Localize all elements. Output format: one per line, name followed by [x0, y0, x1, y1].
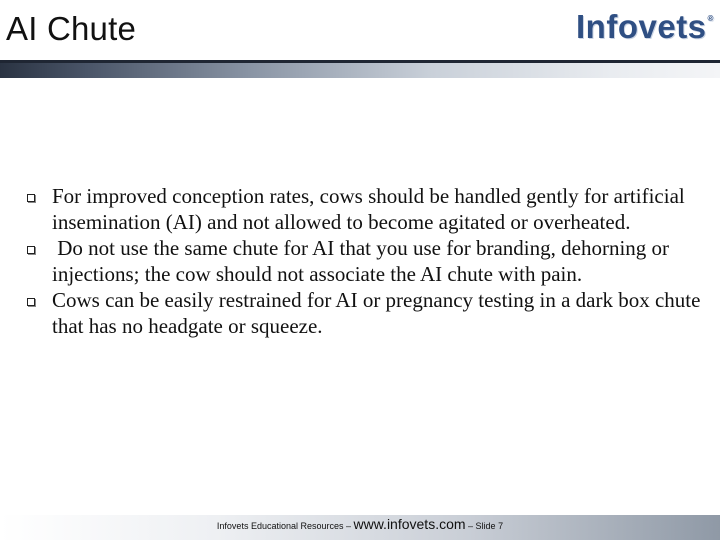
- slide-title: AI Chute: [6, 10, 137, 47]
- logo-part-1: Info: [576, 8, 639, 45]
- footer-url-link[interactable]: www.infovets.com: [353, 516, 466, 532]
- bullet-item: [0, 183, 720, 235]
- header-band: [0, 60, 720, 78]
- bullet-text: For improved conception rates, cows should be handled gently for artificial insemination (AI) and not allowed to become agitated or overheated.: [52, 184, 685, 234]
- logo-part-2: vets: [638, 8, 707, 45]
- registered-mark: ®: [707, 14, 714, 23]
- footer-left-text: Infovets Educational Resources –: [216, 521, 354, 531]
- bullet-text: Do not use the same chute for AI that you use for branding, dehorning or injections; the cow should not associate the AI chute with pain.: [52, 236, 675, 286]
- bullet-text: Cows can be easily restrained for AI or pregnancy testing in a dark box chute that has no headgate or squeeze.: [52, 288, 701, 338]
- bullet-list: [0, 183, 720, 339]
- footer-slide-number: – Slide 7: [465, 521, 504, 531]
- footer: [0, 516, 720, 534]
- square-bullet-icon: [27, 246, 35, 254]
- square-bullet-icon: [27, 298, 35, 306]
- bullet-item: [0, 235, 720, 287]
- infovets-logo: [576, 8, 713, 46]
- square-bullet-icon: [27, 194, 35, 202]
- bullet-item: [0, 287, 720, 339]
